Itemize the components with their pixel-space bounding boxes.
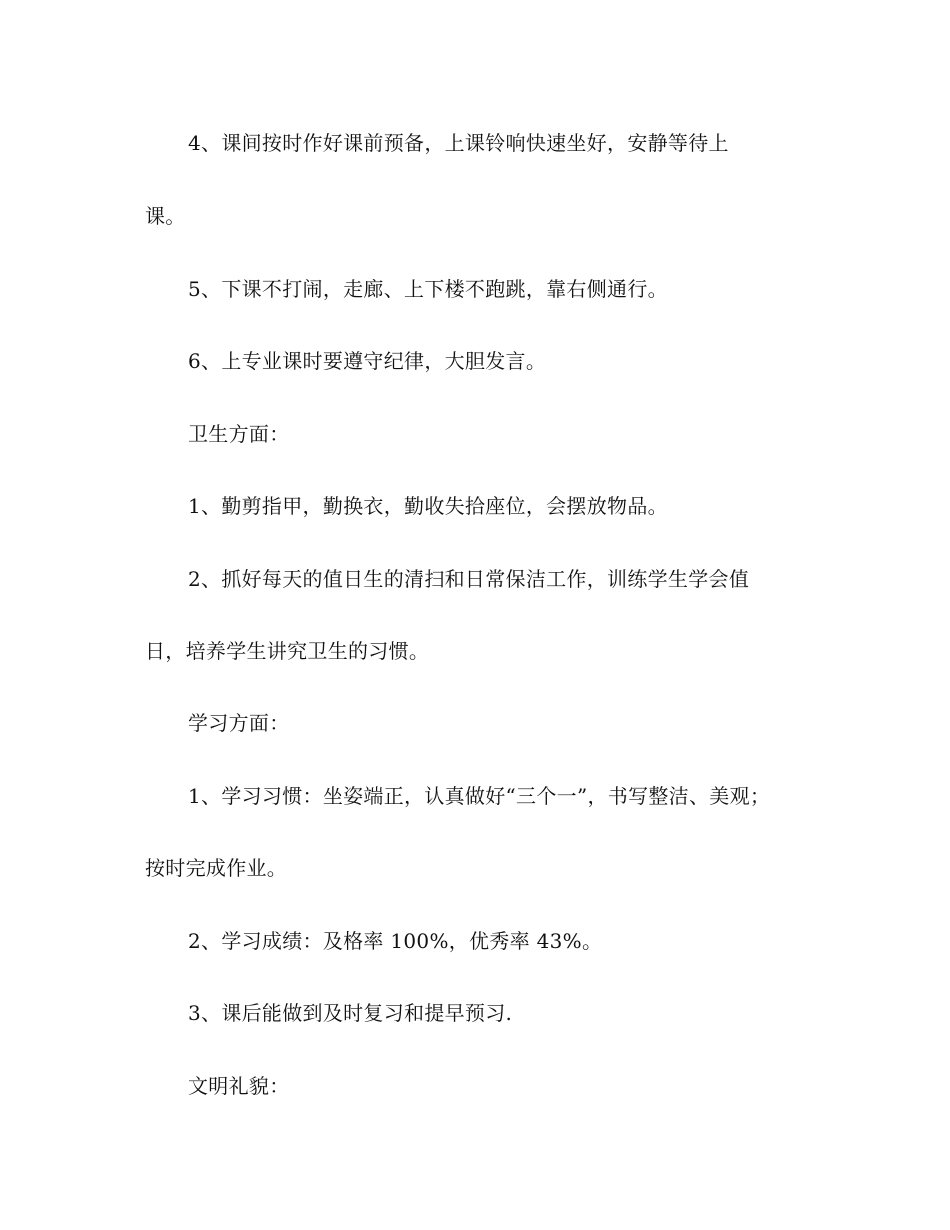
paragraph-line-study-1-cont: 按时完成作业。 [145, 856, 288, 880]
paragraph-line-rule-5: 5、下课不打闹，走廊、上下楼不跑跳，靠右侧通行。 [188, 277, 668, 301]
paragraph-line-hygiene-1: 1、勤剪指甲，勤换衣，勤收失拾座位，会摆放物品。 [188, 494, 668, 518]
paragraph-line-study-3: 3、课后能做到及时复习和提早预习. [188, 1001, 513, 1025]
section-heading-manners: 文明礼貌： [188, 1074, 290, 1098]
paragraph-line-rule-4-cont: 课。 [145, 204, 186, 228]
section-heading-study: 学习方面： [188, 711, 290, 735]
paragraph-line-hygiene-2: 2、抓好每天的值日生的清扫和日常保洁工作，训练学生学会值 [188, 567, 750, 591]
paragraph-line-study-2: 2、学习成绩：及格率 100%，优秀率 43%。 [188, 929, 603, 953]
paragraph-line-rule-6: 6、上专业课时要遵守纪律，大胆发言。 [188, 349, 547, 373]
paragraph-line-study-1: 1、学习习惯：坐姿端正，认真做好“三个一”，书写整洁、美观； [188, 784, 771, 808]
section-heading-hygiene: 卫生方面： [188, 422, 290, 446]
paragraph-line-hygiene-2-cont: 日，培养学生讲究卫生的习惯。 [145, 639, 430, 663]
paragraph-line-rule-4: 4、课间按时作好课前预备，上课铃响快速坐好，安静等待上 [188, 131, 729, 155]
